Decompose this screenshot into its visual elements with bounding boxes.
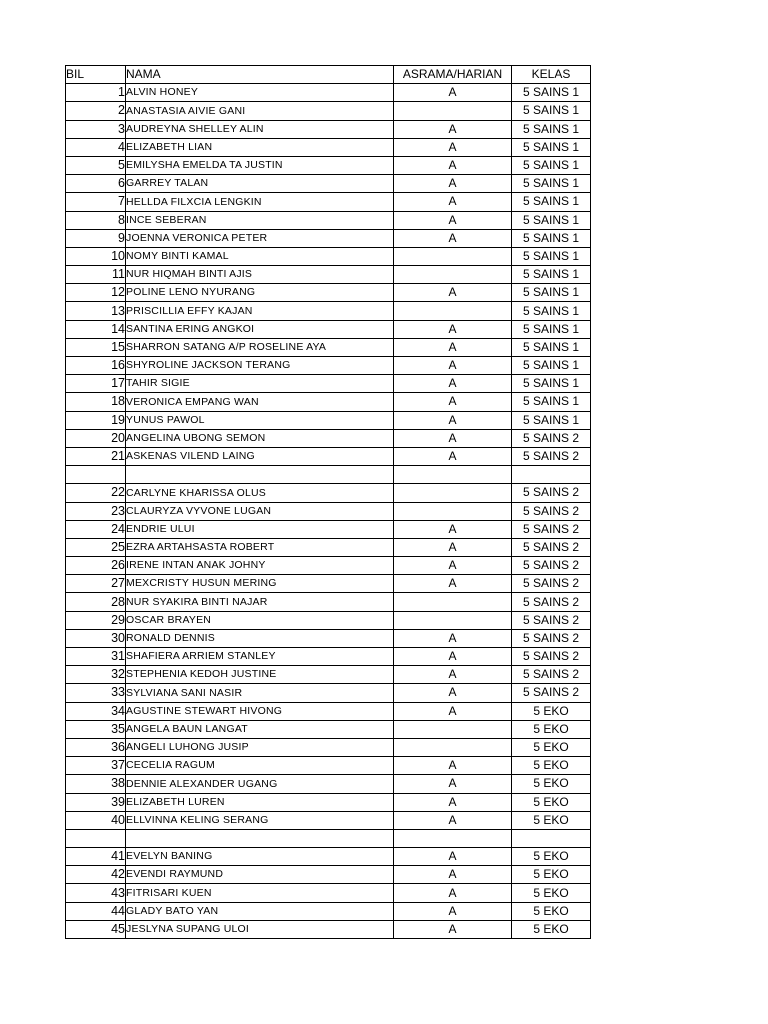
row-asrama: A <box>394 648 512 666</box>
row-bil: 36 <box>66 738 126 756</box>
row-asrama: A <box>394 156 512 174</box>
row-nama: SHARRON SATANG A/P ROSELINE AYA <box>126 338 394 356</box>
row-kelas: 5 SAINS 1 <box>512 156 591 174</box>
row-kelas: 5 SAINS 2 <box>512 484 591 502</box>
row-asrama <box>394 829 512 847</box>
row-asrama <box>394 593 512 611</box>
row-asrama: A <box>394 920 512 938</box>
row-bil: 17 <box>66 375 126 393</box>
table-row <box>66 138 591 156</box>
row-bil: 35 <box>66 720 126 738</box>
row-asrama: A <box>394 357 512 375</box>
table-row <box>66 375 591 393</box>
header-kelas: KELAS <box>512 66 591 84</box>
row-bil: 44 <box>66 902 126 920</box>
row-asrama: A <box>394 848 512 866</box>
row-bil: 16 <box>66 357 126 375</box>
row-kelas: 5 SAINS 2 <box>512 557 591 575</box>
table-row <box>66 211 591 229</box>
row-kelas: 5 EKO <box>512 848 591 866</box>
row-kelas: 5 SAINS 1 <box>512 193 591 211</box>
header-bil: BIL <box>66 66 126 84</box>
row-asrama <box>394 466 512 484</box>
table-row <box>66 702 591 720</box>
row-asrama: A <box>394 447 512 465</box>
table-row <box>66 920 591 938</box>
row-nama: ALVIN HONEY <box>126 84 394 102</box>
row-bil: 8 <box>66 211 126 229</box>
row-bil: 12 <box>66 284 126 302</box>
table-row <box>66 411 591 429</box>
row-asrama <box>394 502 512 520</box>
row-nama: CECELIA RAGUM <box>126 757 394 775</box>
table-row <box>66 466 591 484</box>
table-row <box>66 684 591 702</box>
row-kelas: 5 EKO <box>512 793 591 811</box>
table-row <box>66 811 591 829</box>
row-kelas: 5 SAINS 1 <box>512 102 591 120</box>
header-row <box>66 66 591 84</box>
row-kelas: 5 SAINS 1 <box>512 338 591 356</box>
table-row <box>66 720 591 738</box>
table-row <box>66 193 591 211</box>
table-row <box>66 247 591 265</box>
table-row <box>66 393 591 411</box>
row-kelas: 5 EKO <box>512 884 591 902</box>
row-nama: FITRISARI KUEN <box>126 884 394 902</box>
row-nama: ANGELI LUHONG JUSIP <box>126 738 394 756</box>
row-nama <box>126 466 394 484</box>
row-bil: 31 <box>66 648 126 666</box>
row-kelas: 5 EKO <box>512 757 591 775</box>
row-nama: ELIZABETH LUREN <box>126 793 394 811</box>
row-nama: IRENE INTAN ANAK JOHNY <box>126 557 394 575</box>
header-nama: NAMA <box>126 66 394 84</box>
student-list-table <box>65 65 591 939</box>
table-row <box>66 120 591 138</box>
row-bil: 13 <box>66 302 126 320</box>
row-nama: GLADY BATO YAN <box>126 902 394 920</box>
row-kelas: 5 SAINS 1 <box>512 320 591 338</box>
row-kelas: 5 SAINS 2 <box>512 447 591 465</box>
table-row <box>66 757 591 775</box>
row-nama: CLAURYZA VYVONE LUGAN <box>126 502 394 520</box>
row-bil: 29 <box>66 611 126 629</box>
row-kelas: 5 SAINS 1 <box>512 411 591 429</box>
table-row <box>66 848 591 866</box>
row-nama: MEXCRISTY HUSUN MERING <box>126 575 394 593</box>
row-nama: JESLYNA SUPANG ULOI <box>126 920 394 938</box>
row-kelas: 5 EKO <box>512 702 591 720</box>
row-bil <box>66 829 126 847</box>
row-asrama <box>394 484 512 502</box>
row-bil: 4 <box>66 138 126 156</box>
row-nama: EVELYN BANING <box>126 848 394 866</box>
row-kelas: 5 SAINS 2 <box>512 666 591 684</box>
table-row <box>66 429 591 447</box>
row-nama: ELLVINNA KELING SERANG <box>126 811 394 829</box>
table-row <box>66 266 591 284</box>
row-asrama: A <box>394 575 512 593</box>
row-nama <box>126 829 394 847</box>
row-kelas: 5 EKO <box>512 902 591 920</box>
row-kelas: 5 SAINS 1 <box>512 229 591 247</box>
row-asrama: A <box>394 429 512 447</box>
row-kelas: 5 EKO <box>512 775 591 793</box>
row-asrama <box>394 102 512 120</box>
row-kelas: 5 EKO <box>512 720 591 738</box>
row-kelas: 5 SAINS 1 <box>512 284 591 302</box>
row-kelas: 5 SAINS 2 <box>512 575 591 593</box>
row-bil <box>66 466 126 484</box>
row-nama: HELLDA FILXCIA LENGKIN <box>126 193 394 211</box>
row-kelas: 5 EKO <box>512 920 591 938</box>
row-nama: VERONICA EMPANG WAN <box>126 393 394 411</box>
row-kelas: 5 SAINS 2 <box>512 593 591 611</box>
row-nama: NOMY BINTI KAMAL <box>126 247 394 265</box>
row-bil: 32 <box>66 666 126 684</box>
row-asrama: A <box>394 320 512 338</box>
table-row <box>66 520 591 538</box>
row-kelas: 5 SAINS 2 <box>512 611 591 629</box>
row-kelas: 5 SAINS 1 <box>512 266 591 284</box>
row-kelas: 5 SAINS 1 <box>512 375 591 393</box>
row-bil: 34 <box>66 702 126 720</box>
row-kelas: 5 SAINS 1 <box>512 175 591 193</box>
row-nama: RONALD DENNIS <box>126 629 394 647</box>
row-bil: 15 <box>66 338 126 356</box>
table-row <box>66 447 591 465</box>
row-nama: NUR SYAKIRA BINTI NAJAR <box>126 593 394 611</box>
row-bil: 5 <box>66 156 126 174</box>
row-kelas: 5 SAINS 1 <box>512 302 591 320</box>
table-row <box>66 902 591 920</box>
row-asrama: A <box>394 284 512 302</box>
table-row <box>66 175 591 193</box>
row-bil: 37 <box>66 757 126 775</box>
table-row <box>66 84 591 102</box>
row-asrama <box>394 720 512 738</box>
row-nama: YUNUS PAWOL <box>126 411 394 429</box>
row-nama: ASKENAS VILEND LAING <box>126 447 394 465</box>
row-asrama <box>394 611 512 629</box>
row-nama: SHYROLINE JACKSON TERANG <box>126 357 394 375</box>
row-kelas: 5 SAINS 2 <box>512 429 591 447</box>
table-row <box>66 302 591 320</box>
row-kelas: 5 SAINS 1 <box>512 138 591 156</box>
row-nama: EVENDI RAYMUND <box>126 866 394 884</box>
table-row <box>66 629 591 647</box>
row-bil: 14 <box>66 320 126 338</box>
row-kelas: 5 EKO <box>512 811 591 829</box>
row-asrama: A <box>394 375 512 393</box>
row-nama: JOENNA VERONICA PETER <box>126 229 394 247</box>
row-bil: 1 <box>66 84 126 102</box>
row-nama: POLINE LENO NYURANG <box>126 284 394 302</box>
row-asrama: A <box>394 702 512 720</box>
row-asrama: A <box>394 229 512 247</box>
table-row <box>66 575 591 593</box>
row-nama: ANASTASIA AIVIE GANI <box>126 102 394 120</box>
row-asrama: A <box>394 884 512 902</box>
row-bil: 23 <box>66 502 126 520</box>
table-row <box>66 666 591 684</box>
row-asrama: A <box>394 757 512 775</box>
row-bil: 10 <box>66 247 126 265</box>
row-asrama: A <box>394 393 512 411</box>
table-row <box>66 611 591 629</box>
row-bil: 41 <box>66 848 126 866</box>
table-row <box>66 102 591 120</box>
row-kelas: 5 SAINS 2 <box>512 684 591 702</box>
table-row <box>66 229 591 247</box>
row-nama: GARREY TALAN <box>126 175 394 193</box>
row-kelas: 5 SAINS 1 <box>512 120 591 138</box>
table-row <box>66 866 591 884</box>
row-nama: OSCAR BRAYEN <box>126 611 394 629</box>
table-row <box>66 793 591 811</box>
row-nama: DENNIE ALEXANDER UGANG <box>126 775 394 793</box>
row-nama: SANTINA ERING ANGKOI <box>126 320 394 338</box>
row-kelas: 5 SAINS 1 <box>512 211 591 229</box>
row-nama: ELIZABETH LIAN <box>126 138 394 156</box>
row-asrama <box>394 302 512 320</box>
row-bil: 6 <box>66 175 126 193</box>
header-asrama: ASRAMA/HARIAN <box>394 66 512 84</box>
row-nama: AUDREYNA SHELLEY ALIN <box>126 120 394 138</box>
row-bil: 24 <box>66 520 126 538</box>
row-nama: ANGELINA UBONG SEMON <box>126 429 394 447</box>
table-row <box>66 502 591 520</box>
row-bil: 7 <box>66 193 126 211</box>
row-asrama: A <box>394 866 512 884</box>
row-nama: CARLYNE KHARISSA OLUS <box>126 484 394 502</box>
row-asrama: A <box>394 120 512 138</box>
table-row <box>66 320 591 338</box>
row-nama: PRISCILLIA EFFY KAJAN <box>126 302 394 320</box>
row-nama: EZRA ARTAHSASTA ROBERT <box>126 538 394 556</box>
row-kelas <box>512 829 591 847</box>
row-asrama: A <box>394 338 512 356</box>
row-asrama: A <box>394 775 512 793</box>
row-nama: EMILYSHA EMELDA TA JUSTIN <box>126 156 394 174</box>
row-nama: NUR HIQMAH BINTI AJIS <box>126 266 394 284</box>
table-row <box>66 648 591 666</box>
row-asrama: A <box>394 684 512 702</box>
table-row <box>66 338 591 356</box>
row-bil: 26 <box>66 557 126 575</box>
table-row <box>66 884 591 902</box>
row-asrama: A <box>394 811 512 829</box>
row-bil: 11 <box>66 266 126 284</box>
table-row <box>66 829 591 847</box>
row-kelas: 5 SAINS 2 <box>512 502 591 520</box>
row-asrama: A <box>394 666 512 684</box>
row-asrama: A <box>394 902 512 920</box>
row-kelas: 5 SAINS 1 <box>512 84 591 102</box>
row-bil: 22 <box>66 484 126 502</box>
row-nama: ENDRIE ULUI <box>126 520 394 538</box>
row-bil: 33 <box>66 684 126 702</box>
row-asrama: A <box>394 520 512 538</box>
row-bil: 3 <box>66 120 126 138</box>
row-asrama <box>394 266 512 284</box>
row-kelas <box>512 466 591 484</box>
row-bil: 43 <box>66 884 126 902</box>
table-row <box>66 738 591 756</box>
table-row <box>66 484 591 502</box>
row-kelas: 5 SAINS 2 <box>512 629 591 647</box>
table-body <box>66 84 591 939</box>
table-row <box>66 357 591 375</box>
row-nama: TAHIR SIGIE <box>126 375 394 393</box>
row-bil: 42 <box>66 866 126 884</box>
row-asrama: A <box>394 411 512 429</box>
row-asrama: A <box>394 793 512 811</box>
row-bil: 40 <box>66 811 126 829</box>
row-asrama: A <box>394 211 512 229</box>
row-asrama <box>394 738 512 756</box>
row-asrama: A <box>394 538 512 556</box>
row-kelas: 5 EKO <box>512 866 591 884</box>
table-row <box>66 775 591 793</box>
row-bil: 9 <box>66 229 126 247</box>
row-kelas: 5 SAINS 2 <box>512 520 591 538</box>
row-nama: AGUSTINE STEWART HIVONG <box>126 702 394 720</box>
row-bil: 25 <box>66 538 126 556</box>
row-kelas: 5 SAINS 1 <box>512 393 591 411</box>
row-kelas: 5 SAINS 2 <box>512 538 591 556</box>
row-kelas: 5 SAINS 1 <box>512 357 591 375</box>
row-kelas: 5 SAINS 2 <box>512 648 591 666</box>
row-bil: 28 <box>66 593 126 611</box>
table-row <box>66 156 591 174</box>
row-asrama: A <box>394 193 512 211</box>
row-bil: 38 <box>66 775 126 793</box>
row-asrama: A <box>394 629 512 647</box>
row-bil: 21 <box>66 447 126 465</box>
row-nama: STEPHENIA KEDOH JUSTINE <box>126 666 394 684</box>
table-row <box>66 557 591 575</box>
row-asrama: A <box>394 175 512 193</box>
row-nama: SYLVIANA SANI NASIR <box>126 684 394 702</box>
table-row <box>66 593 591 611</box>
row-asrama: A <box>394 84 512 102</box>
row-bil: 30 <box>66 629 126 647</box>
row-asrama: A <box>394 138 512 156</box>
row-kelas: 5 EKO <box>512 738 591 756</box>
row-nama: ANGELA BAUN LANGAT <box>126 720 394 738</box>
row-asrama <box>394 247 512 265</box>
row-nama: INCE SEBERAN <box>126 211 394 229</box>
row-bil: 18 <box>66 393 126 411</box>
row-bil: 39 <box>66 793 126 811</box>
row-bil: 20 <box>66 429 126 447</box>
row-kelas: 5 SAINS 1 <box>512 247 591 265</box>
row-bil: 27 <box>66 575 126 593</box>
row-bil: 45 <box>66 920 126 938</box>
row-nama: SHAFIERA ARRIEM STANLEY <box>126 648 394 666</box>
table-row <box>66 538 591 556</box>
row-bil: 2 <box>66 102 126 120</box>
row-bil: 19 <box>66 411 126 429</box>
row-asrama: A <box>394 557 512 575</box>
table-row <box>66 284 591 302</box>
